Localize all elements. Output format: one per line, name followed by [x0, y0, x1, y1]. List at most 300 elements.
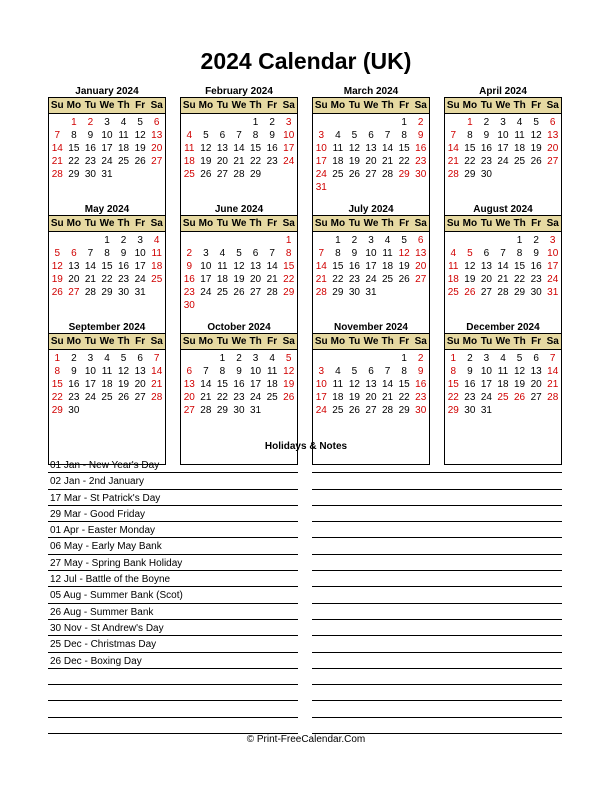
day-cell: 12 — [51, 261, 63, 272]
weekday-label: Sa — [282, 336, 295, 347]
day-cell: 13 — [216, 143, 228, 154]
month-name: May 2024 — [84, 204, 130, 215]
day-cell: 9 — [269, 130, 275, 141]
weekday-label: Sa — [414, 336, 427, 347]
day-cell: 21 — [382, 392, 394, 403]
day-cell: 13 — [415, 248, 427, 259]
weekday-label: Su — [446, 218, 460, 229]
day-cell: 14 — [151, 366, 163, 377]
day-cell: 8 — [401, 366, 407, 377]
day-cell: 2 — [71, 353, 77, 364]
day-cell: 31 — [480, 405, 492, 416]
day-cell: 20 — [68, 274, 80, 285]
empty-day-cell — [445, 116, 462, 129]
day-cell: 1 — [285, 235, 292, 246]
empty-day-cell — [363, 116, 380, 129]
day-cell: 23 — [233, 392, 245, 403]
empty-day-cell — [231, 116, 248, 129]
day-cell: 7 — [269, 248, 275, 259]
day-cell: 23 — [348, 274, 360, 285]
weekday-label: Su — [182, 100, 196, 111]
weekday-label: Sa — [282, 100, 295, 111]
weekday-label: Tu — [216, 218, 229, 229]
day-cell: 10 — [283, 130, 295, 141]
weekday-label: Th — [249, 218, 262, 229]
day-cell: 16 — [415, 143, 427, 154]
day-cell: 31 — [101, 169, 113, 180]
weekday-label: Mo — [462, 336, 478, 347]
day-cell: 12 — [118, 366, 130, 377]
day-cell: 8 — [219, 366, 226, 377]
day-cell: 26 — [283, 392, 295, 403]
day-cell: 10 — [84, 366, 96, 377]
day-cell: 27 — [365, 405, 377, 416]
weekday-label: Fr — [399, 218, 410, 229]
day-cell: 19 — [233, 274, 245, 285]
day-cell: 12 — [514, 366, 526, 377]
weekday-label: Mo — [198, 336, 214, 347]
empty-day-cell — [181, 116, 198, 129]
day-cell: 29 — [101, 287, 113, 298]
weekday-label: Sa — [414, 218, 427, 229]
day-cell: 2 — [186, 248, 193, 259]
empty-day-cell — [313, 234, 330, 247]
weekday-label: We — [231, 336, 247, 347]
month-name: June 2024 — [214, 204, 264, 215]
month-name: February 2024 — [205, 86, 273, 97]
day-cell: 16 — [530, 261, 542, 272]
day-cell: 22 — [464, 156, 476, 167]
day-cell: 15 — [464, 143, 476, 154]
weekday-label: We — [363, 100, 379, 111]
weekday-label: Fr — [531, 336, 542, 347]
day-cell: 21 — [84, 274, 96, 285]
note-line — [312, 522, 562, 538]
day-cell: 8 — [252, 130, 259, 141]
day-cell: 28 — [315, 287, 327, 298]
weekday-label: Su — [182, 218, 196, 229]
day-cell: 3 — [137, 235, 143, 246]
day-cell: 26 — [348, 405, 360, 416]
day-cell: 15 — [68, 143, 80, 154]
day-cell: 14 — [315, 261, 327, 272]
day-cell: 18 — [118, 143, 130, 154]
holiday-line: 30 Nov - St Andrew's Day — [48, 620, 298, 636]
empty-day-cell — [346, 116, 363, 129]
holiday-line — [48, 685, 298, 701]
day-cell: 25 — [514, 156, 526, 167]
day-cell: 4 — [335, 130, 341, 141]
weekday-label: Mo — [330, 100, 346, 111]
day-cell: 4 — [186, 130, 193, 141]
day-cell: 19 — [398, 261, 410, 272]
empty-day-cell — [181, 234, 198, 247]
day-cell: 17 — [497, 143, 509, 154]
empty-day-cell — [330, 352, 347, 365]
day-cell: 9 — [186, 261, 193, 272]
day-cell: 26 — [200, 169, 212, 180]
day-cell: 11 — [101, 366, 113, 377]
day-cell: 18 — [332, 156, 344, 167]
month-name: April 2024 — [479, 86, 527, 97]
day-cell: 18 — [514, 143, 526, 154]
day-cell: 2 — [533, 235, 539, 246]
day-cell: 24 — [497, 156, 509, 167]
day-cell: 27 — [365, 169, 377, 180]
day-cell: 5 — [285, 353, 292, 364]
empty-day-cell — [379, 352, 396, 365]
notes-list — [312, 457, 562, 734]
day-cell: 11 — [332, 143, 344, 154]
day-cell: 3 — [87, 353, 94, 364]
day-cell: 22 — [68, 156, 80, 167]
day-cell: 20 — [547, 143, 559, 154]
day-cell: 13 — [365, 143, 377, 154]
weekday-label: Th — [513, 218, 526, 229]
day-cell: 6 — [483, 248, 490, 259]
day-cell: 8 — [467, 130, 473, 141]
weekday-header — [49, 334, 165, 350]
day-cell: 28 — [51, 169, 63, 180]
empty-day-cell — [66, 234, 83, 247]
day-cell: 7 — [236, 130, 242, 141]
weekday-label: We — [99, 218, 115, 229]
day-cell: 14 — [200, 379, 212, 390]
day-cell: 29 — [464, 169, 476, 180]
day-cell: 13 — [183, 379, 195, 390]
empty-day-cell — [478, 234, 495, 247]
day-cell: 3 — [483, 353, 490, 364]
empty-day-cell — [198, 234, 215, 247]
note-line — [312, 473, 562, 489]
day-cell: 17 — [315, 156, 327, 167]
day-cell: 13 — [68, 261, 80, 272]
day-cell: 22 — [514, 274, 526, 285]
day-cell: 23 — [84, 156, 96, 167]
weekday-header — [445, 334, 561, 350]
empty-day-cell — [198, 352, 215, 365]
weekday-header — [445, 98, 561, 114]
day-cell: 6 — [137, 353, 143, 364]
day-cell: 23 — [480, 156, 492, 167]
weekday-label: Fr — [135, 100, 146, 111]
day-cell: 15 — [398, 379, 410, 390]
day-cell: 1 — [516, 235, 523, 246]
weekday-label: Fr — [531, 100, 542, 111]
empty-day-cell — [363, 352, 380, 365]
day-cell: 1 — [401, 353, 407, 364]
day-cell: 15 — [51, 379, 63, 390]
weekday-label: Mo — [330, 218, 346, 229]
day-cell: 19 — [464, 274, 476, 285]
day-cell: 27 — [415, 274, 427, 285]
note-line — [312, 587, 562, 603]
weekday-label: Su — [314, 336, 328, 347]
day-cell: 10 — [547, 248, 559, 259]
day-cell: 26 — [464, 287, 476, 298]
weekday-header — [49, 216, 165, 232]
day-cell: 16 — [183, 274, 195, 285]
day-cell: 19 — [283, 379, 295, 390]
day-cell: 2 — [269, 117, 275, 128]
day-cell: 3 — [368, 235, 374, 246]
note-line — [312, 490, 562, 506]
day-cell: 12 — [530, 130, 542, 141]
day-cell: 21 — [497, 274, 509, 285]
day-cell: 30 — [233, 405, 245, 416]
day-cell: 12 — [464, 261, 476, 272]
day-cell: 4 — [516, 117, 523, 128]
weekday-header — [181, 334, 297, 350]
day-cell: 26 — [398, 274, 410, 285]
day-cell: 27 — [250, 287, 262, 298]
day-cell: 22 — [398, 392, 410, 403]
weekday-label: Sa — [414, 100, 427, 111]
empty-day-cell — [214, 234, 231, 247]
day-cell: 18 — [151, 261, 163, 272]
day-cell: 15 — [514, 261, 526, 272]
day-cell: 20 — [530, 379, 542, 390]
weekday-header — [181, 216, 297, 232]
page-title: 2024 Calendar (UK) — [200, 48, 412, 74]
day-cell: 10 — [315, 379, 327, 390]
day-cell: 5 — [401, 235, 407, 246]
weekday-label: We — [495, 100, 511, 111]
day-cell: 11 — [497, 366, 509, 377]
empty-day-cell — [313, 352, 330, 365]
day-cell: 18 — [497, 379, 509, 390]
day-cell: 5 — [467, 248, 473, 259]
day-cell: 26 — [514, 392, 526, 403]
note-line — [312, 555, 562, 571]
weekday-label: We — [495, 336, 511, 347]
day-cell: 11 — [184, 143, 195, 154]
day-cell: 27 — [134, 392, 146, 403]
day-cell: 24 — [480, 392, 492, 403]
empty-day-cell — [247, 234, 264, 247]
month-name: November 2024 — [334, 322, 408, 333]
weekday-label: Su — [50, 336, 64, 347]
weekday-label: Tu — [216, 336, 229, 347]
day-cell: 7 — [87, 248, 94, 259]
weekday-label: Mo — [66, 336, 82, 347]
day-cell: 28 — [382, 169, 394, 180]
day-cell: 8 — [450, 366, 457, 377]
weekday-label: Fr — [267, 100, 278, 111]
day-cell: 28 — [84, 287, 96, 298]
weekday-label: Sa — [546, 100, 559, 111]
day-cell: 16 — [415, 379, 427, 390]
day-cell: 22 — [398, 156, 410, 167]
day-cell: 26 — [233, 287, 245, 298]
weekday-label: Su — [182, 336, 196, 347]
weekday-label: Tu — [84, 336, 97, 347]
weekday-label: Tu — [348, 336, 361, 347]
day-cell: 21 — [151, 379, 163, 390]
note-line — [312, 669, 562, 685]
day-cell: 31 — [250, 405, 262, 416]
footer-credit: © Print-FreeCalendar.Com — [246, 734, 366, 745]
day-cell: 29 — [51, 405, 63, 416]
day-cell: 15 — [447, 379, 459, 390]
day-cell: 1 — [71, 117, 77, 128]
day-cell: 9 — [120, 248, 127, 259]
day-cell: 22 — [216, 392, 228, 403]
day-cell: 29 — [332, 287, 344, 298]
day-cell: 8 — [335, 248, 341, 259]
day-cell: 6 — [368, 130, 374, 141]
weekday-label: Fr — [267, 336, 278, 347]
day-cell: 26 — [134, 156, 146, 167]
weekday-header — [313, 98, 429, 114]
day-cell: 28 — [151, 392, 163, 403]
day-cell: 19 — [514, 379, 526, 390]
day-cell: 21 — [315, 274, 327, 285]
day-cell: 14 — [382, 143, 394, 154]
day-cell: 9 — [71, 366, 77, 377]
day-cell: 2 — [236, 353, 242, 364]
day-cell: 10 — [365, 248, 377, 259]
day-cell: 18 — [101, 379, 113, 390]
day-cell: 5 — [516, 353, 523, 364]
day-cell: 13 — [134, 366, 146, 377]
day-cell: 26 — [348, 169, 360, 180]
month-name: January 2024 — [75, 86, 139, 97]
day-cell: 1 — [450, 353, 457, 364]
weekday-label: Su — [446, 336, 460, 347]
day-cell: 1 — [54, 353, 61, 364]
day-cell: 20 — [365, 392, 377, 403]
day-cell: 5 — [54, 248, 61, 259]
day-cell: 27 — [480, 287, 492, 298]
day-cell: 10 — [250, 366, 262, 377]
day-cell: 20 — [216, 156, 228, 167]
empty-day-cell — [379, 116, 396, 129]
note-line — [312, 636, 562, 652]
day-cell: 22 — [101, 274, 113, 285]
day-cell: 14 — [547, 366, 559, 377]
day-cell: 11 — [217, 261, 228, 272]
day-cell: 21 — [447, 156, 459, 167]
weekday-label: Tu — [216, 100, 229, 111]
day-cell: 11 — [118, 130, 129, 141]
day-cell: 29 — [447, 405, 459, 416]
empty-day-cell — [181, 352, 198, 365]
weekday-label: Th — [381, 100, 394, 111]
day-cell: 3 — [104, 117, 110, 128]
day-cell: 7 — [450, 130, 457, 141]
day-cell: 7 — [153, 353, 160, 364]
day-cell: 30 — [415, 405, 427, 416]
day-cell: 31 — [365, 287, 377, 298]
day-cell: 9 — [417, 130, 424, 141]
day-cell: 8 — [71, 130, 77, 141]
day-cell: 6 — [417, 235, 424, 246]
day-cell: 10 — [497, 130, 509, 141]
weekday-label: We — [495, 218, 511, 229]
day-cell: 22 — [51, 392, 63, 403]
day-cell: 23 — [183, 287, 195, 298]
day-cell: 17 — [134, 261, 146, 272]
day-cell: 17 — [200, 274, 212, 285]
day-cell: 22 — [447, 392, 459, 403]
note-line — [312, 457, 562, 473]
day-cell: 4 — [335, 366, 341, 377]
weekday-label: Th — [249, 100, 262, 111]
weekday-label: Tu — [84, 100, 97, 111]
note-line — [312, 718, 562, 734]
note-line — [312, 620, 562, 636]
day-cell: 23 — [415, 392, 427, 403]
day-cell: 5 — [533, 117, 539, 128]
empty-day-cell — [198, 116, 215, 129]
day-cell: 20 — [365, 156, 377, 167]
day-cell: 28 — [266, 287, 278, 298]
day-cell: 13 — [365, 379, 377, 390]
weekday-label: Tu — [348, 100, 361, 111]
day-cell: 9 — [483, 130, 490, 141]
month-name: August 2024 — [473, 204, 533, 215]
weekday-label: Th — [381, 336, 394, 347]
day-cell: 25 — [332, 405, 344, 416]
weekday-label: Sa — [282, 218, 295, 229]
day-cell: 20 — [250, 274, 262, 285]
holiday-line: 17 Mar - St Patrick's Day — [48, 490, 298, 506]
day-cell: 3 — [252, 353, 259, 364]
day-cell: 14 — [84, 261, 96, 272]
day-cell: 22 — [332, 274, 344, 285]
day-cell: 29 — [514, 287, 526, 298]
day-cell: 23 — [118, 274, 130, 285]
day-cell: 8 — [104, 248, 110, 259]
day-cell: 6 — [186, 366, 193, 377]
day-cell: 17 — [283, 143, 295, 154]
day-cell: 28 — [382, 405, 394, 416]
day-cell: 18 — [382, 261, 394, 272]
holiday-line: 25 Dec - Christmas Day — [48, 636, 298, 652]
day-cell: 29 — [68, 169, 80, 180]
day-cell: 16 — [233, 379, 245, 390]
day-cell: 7 — [384, 130, 391, 141]
day-cell: 19 — [51, 274, 63, 285]
day-cell: 3 — [203, 248, 209, 259]
day-cell: 27 — [183, 405, 195, 416]
day-cell: 15 — [101, 261, 113, 272]
empty-day-cell — [313, 116, 330, 129]
day-cell: 28 — [547, 392, 559, 403]
weekday-label: Th — [117, 336, 130, 347]
day-cell: 6 — [153, 117, 160, 128]
day-cell: 10 — [315, 143, 327, 154]
day-cell: 13 — [547, 130, 559, 141]
day-cell: 1 — [219, 353, 226, 364]
day-cell: 5 — [203, 130, 209, 141]
day-cell: 2 — [351, 235, 358, 246]
day-cell: 15 — [250, 143, 262, 154]
day-cell: 7 — [54, 130, 61, 141]
weekday-label: Th — [513, 100, 526, 111]
day-cell: 19 — [348, 156, 360, 167]
day-cell: 3 — [549, 235, 556, 246]
note-line — [312, 538, 562, 554]
day-cell: 27 — [530, 392, 542, 403]
day-cell: 25 — [151, 274, 163, 285]
note-line — [312, 604, 562, 620]
day-cell: 24 — [101, 156, 113, 167]
day-cell: 22 — [283, 274, 295, 285]
day-cell: 9 — [351, 248, 358, 259]
day-cell: 12 — [283, 366, 295, 377]
